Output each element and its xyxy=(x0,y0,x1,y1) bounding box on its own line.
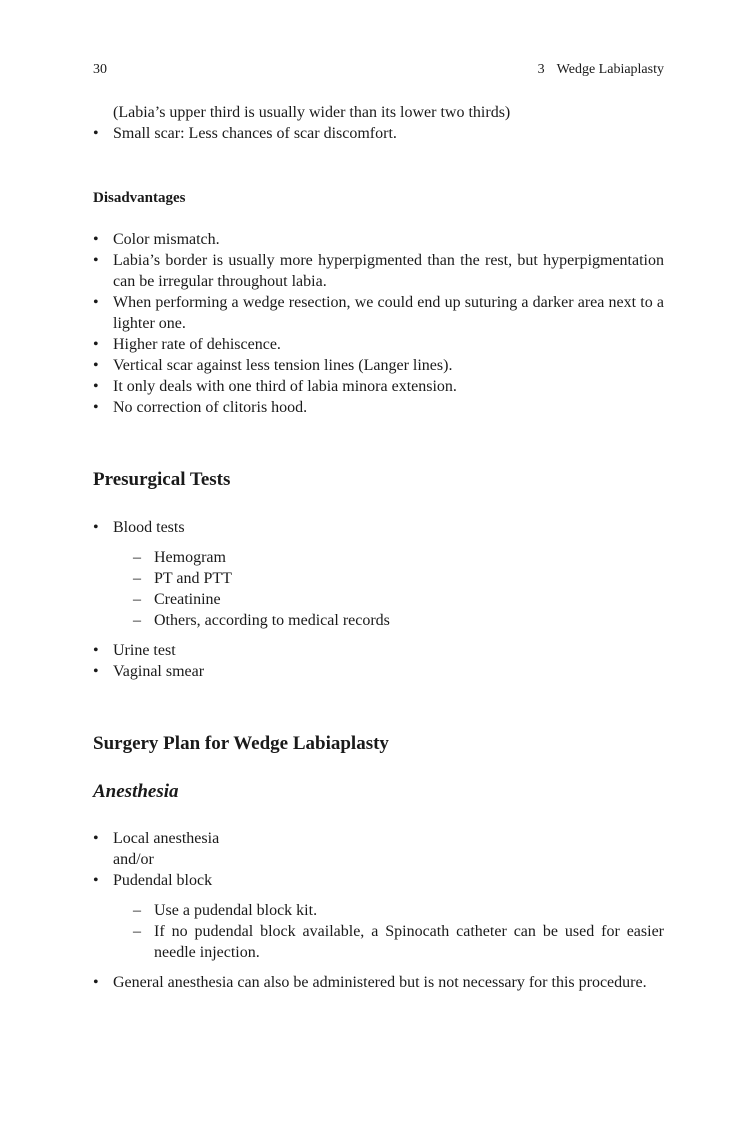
disadvantages-heading: Disadvantages xyxy=(93,190,186,206)
list-item: • Vaginal smear xyxy=(93,661,664,682)
list-item: • Labia’s border is usually more hyperpigmented than the rest, but hyperpigmentation can be irregular throughout labia. xyxy=(93,250,664,292)
list-item: • Urine test xyxy=(93,640,664,661)
sublist-item: – Use a pudendal block kit. xyxy=(133,900,664,921)
list-item: • General anesthesia can also be administered but is not necessary for this procedure. xyxy=(93,972,664,993)
sublist-item: – Others, according to medical records xyxy=(133,610,664,631)
intro-continuation: (Labia’s upper third is usually wider than its lower two thirds) xyxy=(113,104,511,121)
running-head xyxy=(93,60,664,80)
sublist-item: – Hemogram xyxy=(133,547,664,568)
blood-tests-sublist xyxy=(113,547,664,631)
local-anesthesia: • Local anesthesia xyxy=(113,830,220,847)
list-item xyxy=(93,517,664,631)
list-item: • Small scar: Less chances of scar discomfort. xyxy=(93,123,664,144)
body-text xyxy=(93,102,664,993)
sublist-item: – If no pudendal block available, a Spinocath catheter can be used for easier needle injection. xyxy=(133,921,664,963)
list-item: • No correction of clitoris hood. xyxy=(93,397,664,418)
and-or-connector: and/or xyxy=(113,851,154,868)
chapter-number: 3 xyxy=(537,62,545,77)
anesthesia-heading: Anesthesia xyxy=(93,781,179,802)
presurgical-tests-heading: Presurgical Tests xyxy=(93,469,231,490)
chapter-heading xyxy=(538,62,664,78)
list-item: • When performing a wedge resection, we could end up suturing a darker area next to a lighter one. xyxy=(93,292,664,334)
presurgical-list xyxy=(93,517,664,682)
sublist-item: – PT and PTT xyxy=(133,568,664,589)
chapter-title: Wedge Labiaplasty xyxy=(556,62,664,77)
blood-tests-label: Blood tests xyxy=(113,519,185,536)
list-item: • Higher rate of dehiscence. xyxy=(93,334,664,355)
list-item: • Vertical scar against less tension lines (Langer lines). xyxy=(93,355,664,376)
list-item: • It only deals with one third of labia minora extension. xyxy=(93,376,664,397)
sublist-item: – Creatinine xyxy=(133,589,664,610)
pudendal-sublist xyxy=(113,900,664,963)
surgery-plan-heading: Surgery Plan for Wedge Labiaplasty xyxy=(93,733,389,754)
disadvantages-list xyxy=(93,229,664,418)
list-item: • Color mismatch. xyxy=(93,229,664,250)
list-item xyxy=(93,828,664,870)
list-item xyxy=(93,870,664,963)
pudendal-block-label: Pudendal block xyxy=(113,872,213,889)
intro-list xyxy=(93,123,664,144)
anesthesia-list xyxy=(93,828,664,993)
page-number: 30 xyxy=(93,62,107,77)
